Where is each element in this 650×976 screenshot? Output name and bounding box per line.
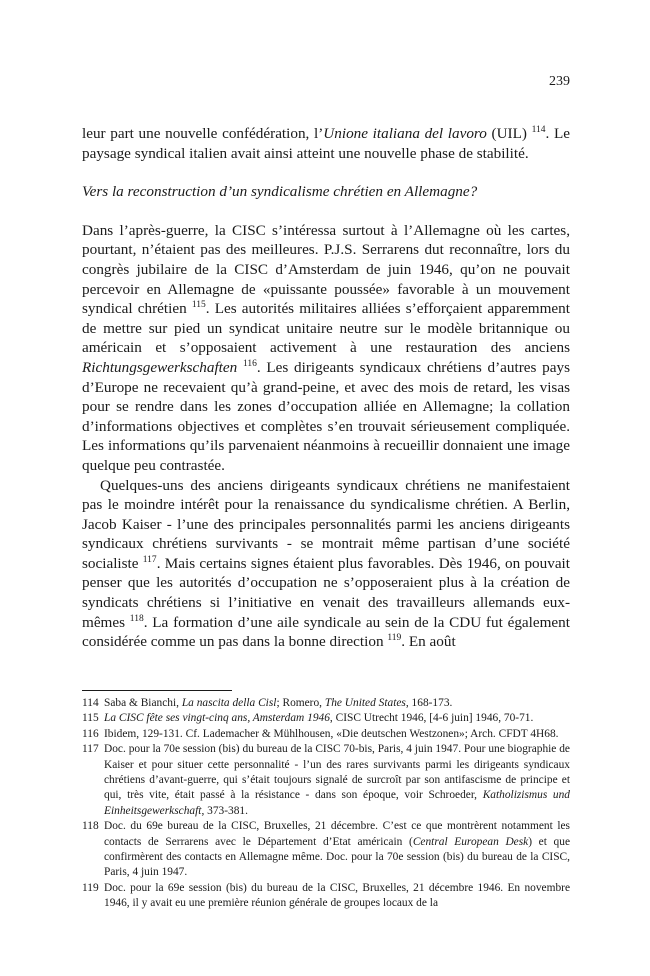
footnote-118 (82, 819, 570, 881)
text-run: (UIL) (486, 125, 532, 142)
italic-run: Katholizismus und Einheitsgewerkschaft (104, 789, 570, 817)
text-run: ; Romero, (276, 697, 325, 709)
italic-run: Central European Desk (412, 835, 529, 848)
footnote-ref: 114 (531, 124, 546, 135)
text-run: Saba & Bianchi, (104, 697, 182, 709)
italic-run: La nascita della Cisl (181, 697, 277, 709)
footnote-number: 117 (82, 743, 99, 756)
italic-run: The United States (324, 697, 406, 709)
text-run: ) et que confirmèrent des contacts en Allemagne même. Doc. pour la 70e session (bis) du bureau de la CISC, Paris, 4 juin 1947. (104, 835, 571, 879)
footnote-ref: 118 (129, 613, 144, 624)
text-run: . Les autorités militaires alliées s’efforçaient apparemment de mettre sur pied un syndicat unitaire neutre sur le modèle britannique ou américain et s’opposaient activement à une restauration des anciens (82, 300, 570, 357)
footnote-ref: 119 (387, 633, 402, 644)
text-run: Quelques-uns des anciens dirigeants syndicaux chrétiens ne manifestaient pas le moindre intérêt pour la renaissance du syndicalisme chrétien. A Berlin, Jacob Kaiser - l’une des principales personnalités parmi les anciens dirigeants syndicaux chrétiens survivants - se montrait même partisan d’une société socialiste (82, 476, 570, 572)
italic-run: Unione italiana del lavoro (323, 125, 487, 142)
text-run: , 168-173. (405, 697, 453, 709)
text-run: . La formation d’une aile syndicale au sein de la CDU fut également considérée comme un pas dans la bonne direction (82, 613, 570, 651)
footnote-116 (82, 727, 570, 742)
footnote-text (104, 711, 570, 726)
italic-run: La CISC fête ses vingt-cinq ans, Amsterdam 1946 (104, 712, 330, 725)
footnote-number: 119 (82, 881, 99, 894)
italic-run: Richtungsgewerkschaften (82, 358, 238, 376)
page-number: 239 (549, 74, 570, 89)
paragraph-1 (82, 124, 570, 163)
footnotes (82, 696, 570, 912)
text-run: , CISC Utrecht 1946, [4-6 juin] 1946, 70-71. (329, 712, 534, 725)
text-run: Doc. du 69e bureau de la CISC, Bruxelles, 21 décembre. C’est ce que montrèrent notamment les contacts de Serrarens avec le Département d’Etat américain ( (104, 820, 570, 848)
footnote-text (104, 819, 570, 881)
footnote-117 (82, 742, 570, 819)
text-run: leur part une nouvelle confédération, l’ (82, 125, 324, 142)
footnote-text (104, 742, 570, 819)
footnote-text: Ibidem, 129-131. Cf. Lademacher & Mühlhousen, «Die deutschen Westzonen»; Arch. CFDT 4H68. (104, 727, 559, 740)
footnote-number: 114 (82, 697, 99, 709)
footnote-ref: 117 (142, 554, 157, 565)
text-run: Dans l’après-guerre, la CISC s’intéressa surtout à l’Allemagne où les cartes, pourtant, n’étaient pas des meilleures. P.J.S. Serrarens dut reconnaître, lors du congrès jubilaire de la CISC d’Amsterdam de juin 1946, qu’on ne pouvait percevoir en Allemagne de «puissante poussée» favorable à un mouvement syndical chrétien (82, 221, 570, 318)
footnote-115 (82, 711, 570, 726)
footnote-119 (82, 881, 570, 912)
footnote-number: 116 (82, 727, 99, 740)
text-run: . Mais certains signes étaient plus favorables. Dès 1946, on pouvait penser que les autorités d’occupation ne s’opposeraient plus à la création de syndicats chrétiens si l’initiative en venait des travailleurs allemands eux-mêmes (82, 554, 570, 631)
text-run: , 373-381. (201, 804, 248, 817)
footnote-number: 115 (82, 712, 99, 725)
footnote-text: Doc. pour la 69e session (bis) du bureau de la CISC, Bruxelles, 21 décembre 1946. En novembre 1946, il y avait eu une première réunion générale de groupes locaux de la (104, 881, 570, 910)
text-run: Doc. pour la 70e session (bis) du bureau de la CISC 70-bis, Paris, 4 juin 1947. Pour une biographie de Kaiser et pour situer cette personnalité - l’un des rares survivants parmi les dirigeants syndicaux chrétiens d’avant-guerre, qui s’était toujours signalé de surcroît par son antifascisme de principe et qui, très vite, était passé à la résistance - dans son époque, voir Schroeder, (104, 743, 570, 802)
paragraph-2 (82, 221, 570, 476)
footnote-text (104, 696, 570, 711)
footnote-number: 118 (82, 820, 99, 833)
footnote-ref: 115 (191, 300, 206, 311)
section-heading: Vers la reconstruction d’un syndicalisme chrétien en Allemagne? (82, 183, 478, 201)
text-run: . Le paysage syndical italien avait ainsi atteint une nouvelle phase de stabilité. (82, 125, 570, 162)
text-run: . En août (401, 633, 456, 651)
text-run: . Les dirigeants syndicaux chrétiens d’autres pays d’Europe ne recevaient qu’à grand-peine, et avec des mois de retard, les visas pour se rendre dans les zones d’occupation alliée en Allemagne; la collation d’informations objectives et complètes s’en trouvait sérieusement compliquée. Les informations qu’ils parvenaient néanmoins à recueillir donnaient une image quelque peu contrastée. (82, 358, 570, 474)
main-text (82, 124, 570, 652)
paragraph-3 (82, 476, 570, 652)
footnote-114 (82, 696, 570, 711)
footnote-divider (82, 690, 232, 691)
footnote-ref: 116 (242, 358, 257, 369)
